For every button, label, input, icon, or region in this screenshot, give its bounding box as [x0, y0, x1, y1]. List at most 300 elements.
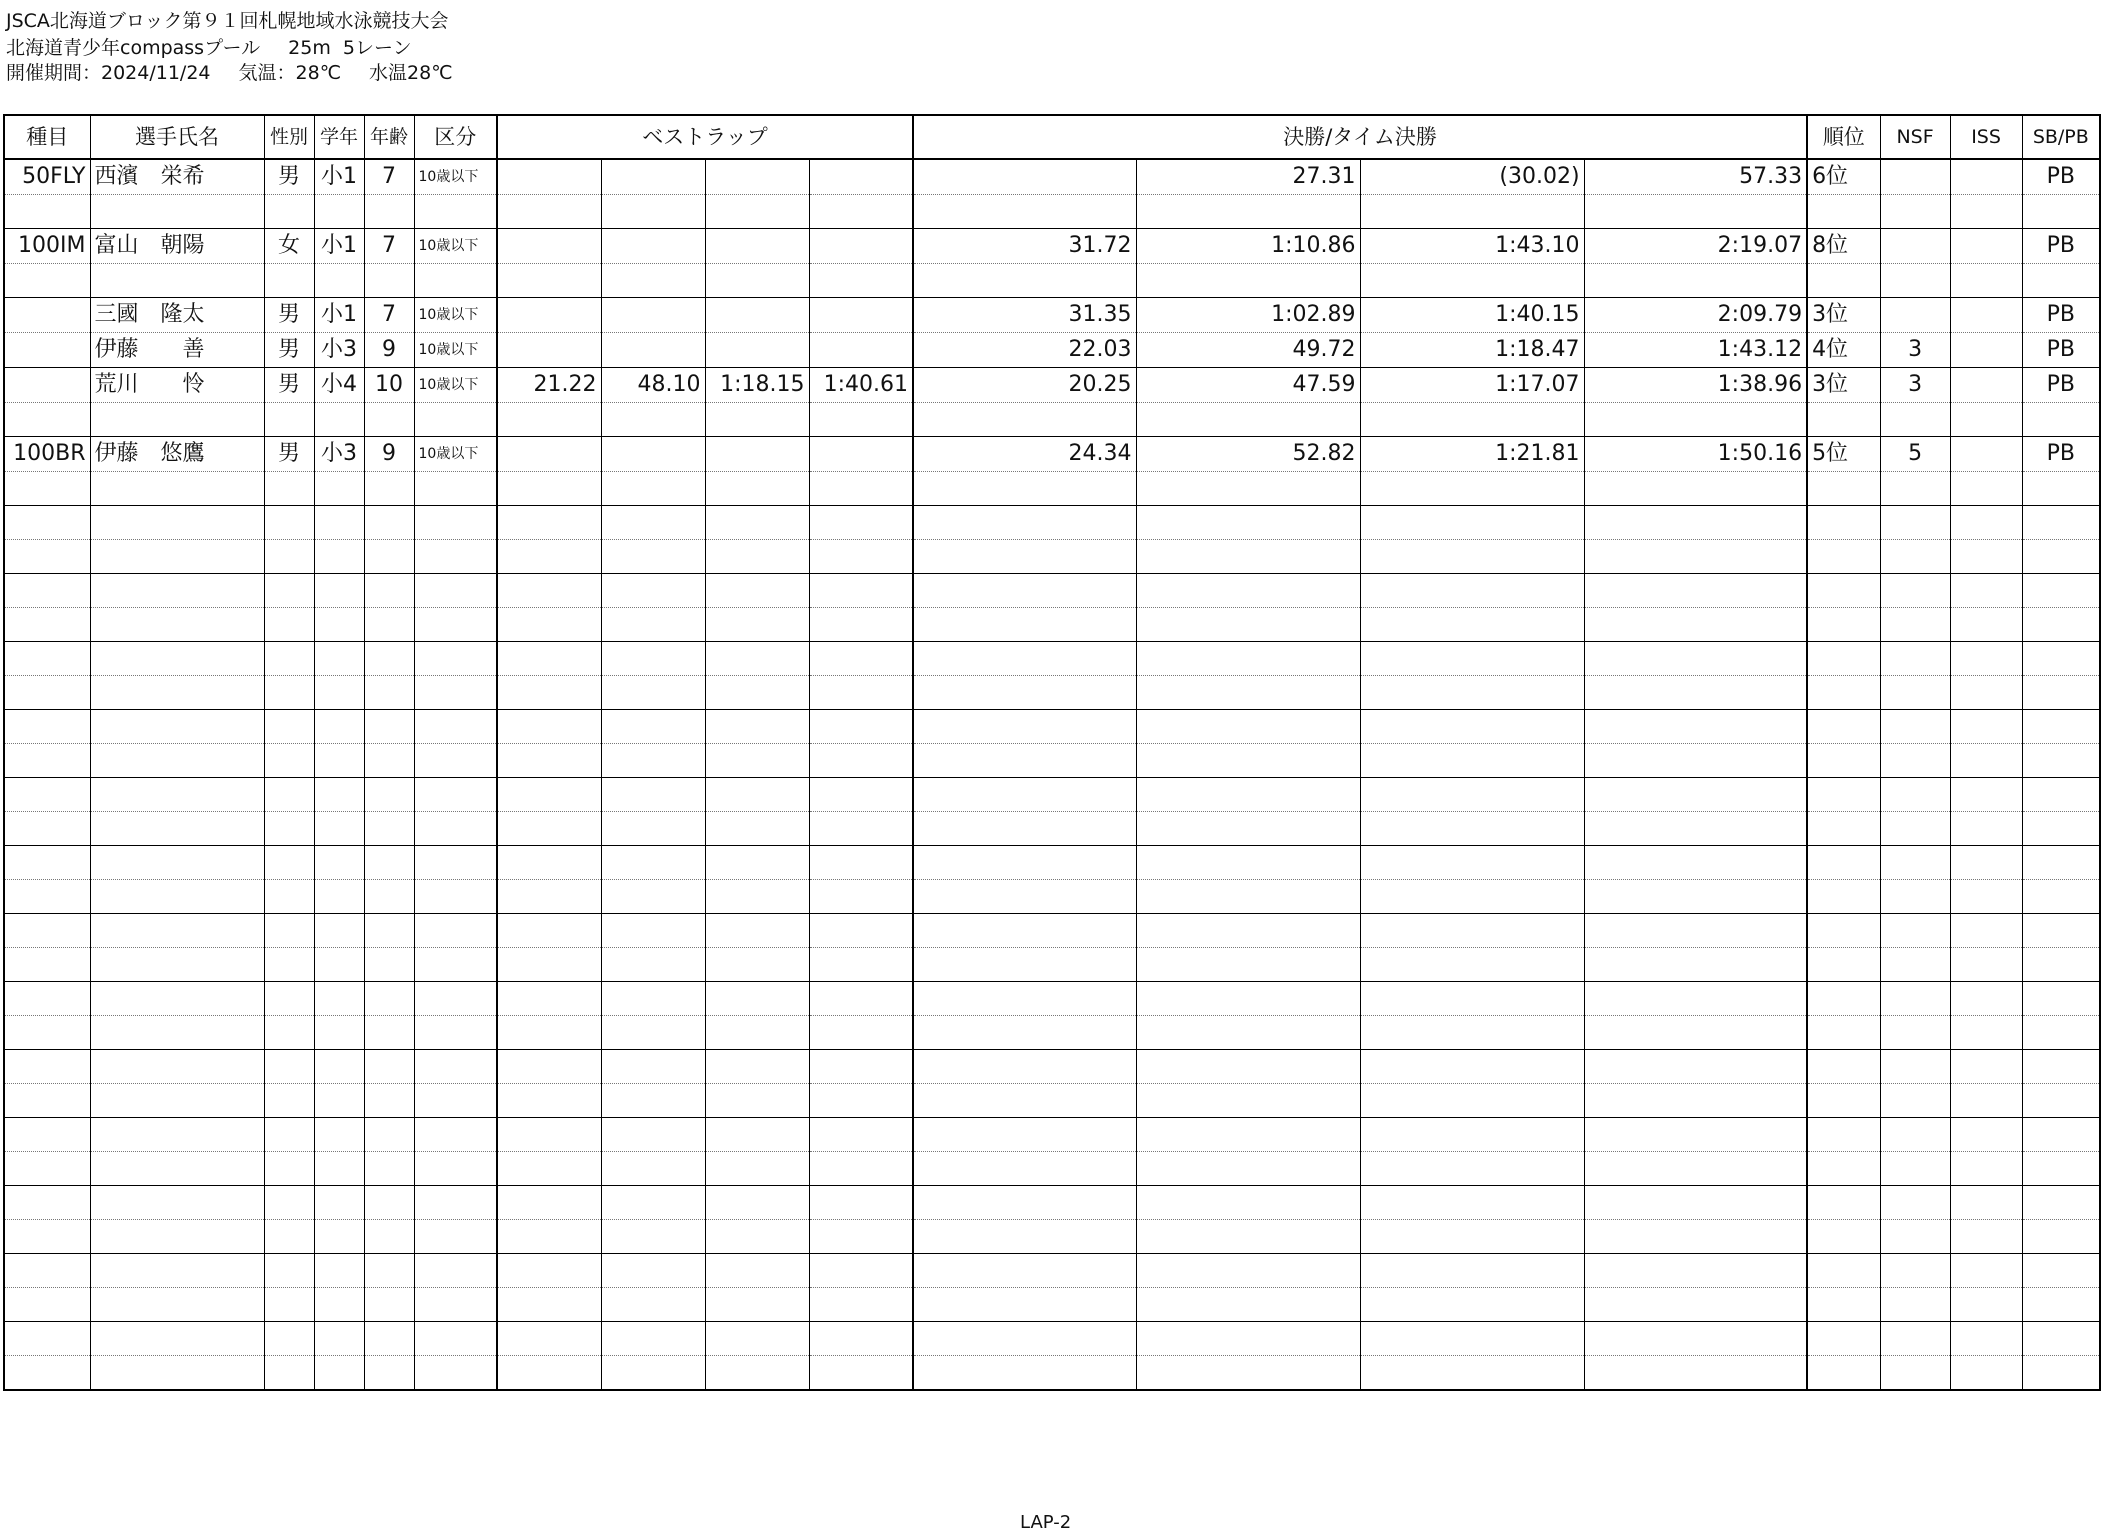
division-cell [414, 540, 497, 574]
final-split-cell [1360, 1186, 1584, 1220]
sex-cell [264, 1084, 314, 1118]
final-split-cell: 1:50.16 [1584, 437, 1807, 472]
age-cell: 9 [364, 333, 414, 368]
division-cell [414, 264, 497, 298]
event-cell [4, 333, 90, 368]
sex-cell [264, 264, 314, 298]
sbpb-cell: PB [2022, 368, 2100, 403]
rank-cell: 4位 [1807, 333, 1880, 368]
final-split-cell [1584, 574, 1807, 608]
final-split-cell [1136, 1118, 1360, 1152]
event-cell [4, 880, 90, 914]
sbpb-cell [2022, 676, 2100, 710]
name-cell [90, 1084, 264, 1118]
final-split-cell [1360, 403, 1584, 437]
final-split-cell: 1:10.86 [1136, 229, 1360, 264]
final-split-cell [1360, 778, 1584, 812]
iss-cell [1950, 914, 2022, 948]
name-cell [90, 812, 264, 846]
final-split-cell [1360, 744, 1584, 778]
best-lap-cell [705, 846, 809, 880]
sex-cell [264, 948, 314, 982]
sex-cell [264, 1254, 314, 1288]
table-row [4, 195, 2100, 229]
sex-cell: 男 [264, 437, 314, 472]
best-lap-cell [601, 195, 705, 229]
best-lap-cell [601, 1016, 705, 1050]
grade-cell [314, 880, 364, 914]
event-cell [4, 1254, 90, 1288]
table-header-row [4, 115, 2100, 159]
rank-cell [1807, 540, 1880, 574]
best-lap-cell [601, 608, 705, 642]
division-cell: 10歳以下 [414, 368, 497, 403]
nsf-cell [1880, 1356, 1950, 1390]
best-lap-cell [601, 472, 705, 506]
best-lap-cell [809, 1016, 913, 1050]
final-split-cell [1360, 540, 1584, 574]
rank-cell [1807, 676, 1880, 710]
iss-cell [1950, 333, 2022, 368]
final-split-cell [1360, 195, 1584, 229]
final-split-cell: 1:40.15 [1360, 298, 1584, 333]
best-lap-cell [809, 608, 913, 642]
name-cell [90, 914, 264, 948]
age-cell [364, 1118, 414, 1152]
grade-cell [314, 642, 364, 676]
final-split-cell: 31.35 [913, 298, 1136, 333]
sbpb-cell [2022, 1356, 2100, 1390]
table-row [4, 1152, 2100, 1186]
best-lap-cell [705, 1220, 809, 1254]
nsf-cell [1880, 1322, 1950, 1356]
final-split-cell [1136, 403, 1360, 437]
grade-cell: 小3 [314, 437, 364, 472]
name-cell [90, 642, 264, 676]
event-cell [4, 403, 90, 437]
iss-cell [1950, 1288, 2022, 1322]
age-cell [364, 982, 414, 1016]
sbpb-cell [2022, 1322, 2100, 1356]
division-cell [414, 506, 497, 540]
final-split-cell [1584, 1220, 1807, 1254]
venue-name: 北海道青少年compassプール [6, 37, 261, 59]
best-lap-cell [809, 159, 913, 195]
final-split-cell [913, 1050, 1136, 1084]
age-cell: 10 [364, 368, 414, 403]
age-cell [364, 195, 414, 229]
table-row [4, 1016, 2100, 1050]
best-lap-cell [809, 812, 913, 846]
best-lap-cell [705, 403, 809, 437]
nsf-cell [1880, 1118, 1950, 1152]
lane-count: 5レーン [342, 37, 412, 59]
iss-cell [1950, 1118, 2022, 1152]
grade-cell [314, 1322, 364, 1356]
best-lap-cell [809, 1254, 913, 1288]
iss-cell [1950, 880, 2022, 914]
iss-cell [1950, 1220, 2022, 1254]
sex-cell: 男 [264, 298, 314, 333]
grade-cell: 小1 [314, 229, 364, 264]
final-split-cell [1360, 1016, 1584, 1050]
name-cell [90, 1288, 264, 1322]
table-body [4, 115, 2100, 1390]
sbpb-cell [2022, 608, 2100, 642]
grade-cell [314, 846, 364, 880]
grade-cell [314, 1356, 364, 1390]
iss-cell [1950, 676, 2022, 710]
table-row [4, 812, 2100, 846]
table-row [4, 880, 2100, 914]
venue-line [6, 36, 412, 60]
age-cell [364, 1356, 414, 1390]
final-split-cell [1360, 676, 1584, 710]
best-lap-cell [809, 229, 913, 264]
final-split-cell: 1:18.47 [1360, 333, 1584, 368]
name-cell [90, 846, 264, 880]
nsf-cell [1880, 982, 1950, 1016]
final-split-cell [1584, 540, 1807, 574]
best-lap-cell [705, 472, 809, 506]
final-split-cell: 31.72 [913, 229, 1136, 264]
final-split-cell [1136, 195, 1360, 229]
event-cell: 100IM [4, 229, 90, 264]
final-split-cell [1360, 1084, 1584, 1118]
iss-cell [1950, 982, 2022, 1016]
final-split-cell [913, 948, 1136, 982]
name-cell [90, 778, 264, 812]
rank-cell [1807, 195, 1880, 229]
name-cell: 富山 朝陽 [90, 229, 264, 264]
final-split-cell [913, 264, 1136, 298]
final-split-cell [1360, 608, 1584, 642]
sex-cell: 男 [264, 333, 314, 368]
iss-cell [1950, 778, 2022, 812]
best-lap-cell [601, 574, 705, 608]
final-split-cell [1360, 1254, 1584, 1288]
best-lap-cell [809, 1050, 913, 1084]
best-lap-cell [497, 1084, 601, 1118]
final-split-cell: 49.72 [1136, 333, 1360, 368]
final-split-cell [1584, 1118, 1807, 1152]
nsf-cell [1880, 1254, 1950, 1288]
sbpb-cell [2022, 846, 2100, 880]
nsf-cell [1880, 403, 1950, 437]
table-row [4, 914, 2100, 948]
page-footer: LAP-2 [1020, 1512, 1072, 1533]
division-cell: 10歳以下 [414, 229, 497, 264]
best-lap-cell [705, 1186, 809, 1220]
best-lap-cell [601, 1220, 705, 1254]
table-row [4, 608, 2100, 642]
grade-cell [314, 195, 364, 229]
final-split-cell [913, 812, 1136, 846]
age-cell [364, 914, 414, 948]
sex-cell [264, 403, 314, 437]
sex-cell [264, 744, 314, 778]
sbpb-cell [2022, 540, 2100, 574]
sex-cell [264, 778, 314, 812]
best-lap-cell [497, 1118, 601, 1152]
event-cell [4, 914, 90, 948]
final-split-cell [913, 676, 1136, 710]
name-cell [90, 1186, 264, 1220]
nsf-cell [1880, 574, 1950, 608]
final-split-cell [913, 506, 1136, 540]
lap-results-table [3, 114, 2101, 1391]
event-cell: 100BR [4, 437, 90, 472]
final-split-cell [1360, 1322, 1584, 1356]
table-row [4, 437, 2100, 472]
final-split-cell [913, 1220, 1136, 1254]
final-split-cell [1136, 506, 1360, 540]
iss-cell [1950, 264, 2022, 298]
final-split-cell [1136, 846, 1360, 880]
best-lap-cell [601, 914, 705, 948]
best-lap-cell [705, 608, 809, 642]
name-cell [90, 1254, 264, 1288]
division-cell: 10歳以下 [414, 298, 497, 333]
nsf-cell [1880, 1016, 1950, 1050]
best-lap-cell [601, 403, 705, 437]
best-lap-cell [497, 1186, 601, 1220]
name-cell [90, 982, 264, 1016]
name-cell [90, 1050, 264, 1084]
sex-cell: 女 [264, 229, 314, 264]
iss-cell [1950, 948, 2022, 982]
grade-cell [314, 778, 364, 812]
event-cell [4, 1016, 90, 1050]
final-split-cell [913, 710, 1136, 744]
grade-cell [314, 403, 364, 437]
event-cell [4, 1152, 90, 1186]
nsf-cell [1880, 608, 1950, 642]
iss-cell [1950, 506, 2022, 540]
rank-cell [1807, 744, 1880, 778]
age-cell [364, 540, 414, 574]
final-split-cell [913, 195, 1136, 229]
rank-cell [1807, 1152, 1880, 1186]
division-cell [414, 403, 497, 437]
final-split-cell [1584, 812, 1807, 846]
division-cell [414, 608, 497, 642]
col-division: 区分 [414, 115, 497, 159]
final-split-cell: 52.82 [1136, 437, 1360, 472]
best-lap-cell [705, 812, 809, 846]
sex-cell [264, 1186, 314, 1220]
final-split-cell [1584, 1050, 1807, 1084]
best-lap-cell [809, 676, 913, 710]
final-split-cell [1584, 846, 1807, 880]
best-lap-cell [497, 298, 601, 333]
col-sex: 性別 [264, 115, 314, 159]
rank-cell: 8位 [1807, 229, 1880, 264]
iss-cell [1950, 1152, 2022, 1186]
sbpb-cell [2022, 1220, 2100, 1254]
best-lap-cell [809, 710, 913, 744]
final-split-cell [1584, 1254, 1807, 1288]
nsf-cell [1880, 642, 1950, 676]
best-lap-cell [497, 880, 601, 914]
name-cell: 伊藤 悠鷹 [90, 437, 264, 472]
nsf-cell [1880, 1288, 1950, 1322]
final-split-cell: 1:02.89 [1136, 298, 1360, 333]
age-cell [364, 1016, 414, 1050]
best-lap-cell [497, 608, 601, 642]
event-cell [4, 540, 90, 574]
final-split-cell [1360, 642, 1584, 676]
best-lap-cell [601, 1084, 705, 1118]
nsf-cell [1880, 744, 1950, 778]
nsf-cell [1880, 195, 1950, 229]
best-lap-cell [809, 574, 913, 608]
grade-cell: 小4 [314, 368, 364, 403]
best-lap-cell [497, 846, 601, 880]
best-lap-cell [705, 195, 809, 229]
sex-cell [264, 540, 314, 574]
final-split-cell: 27.31 [1136, 159, 1360, 195]
iss-cell [1950, 744, 2022, 778]
best-lap-cell [497, 403, 601, 437]
division-cell [414, 1084, 497, 1118]
best-lap-cell: 48.10 [601, 368, 705, 403]
grade-cell [314, 812, 364, 846]
col-age: 年齢 [364, 115, 414, 159]
event-cell [4, 744, 90, 778]
best-lap-cell [497, 812, 601, 846]
table-row [4, 264, 2100, 298]
final-split-cell [1136, 1152, 1360, 1186]
division-cell [414, 778, 497, 812]
best-lap-cell [809, 1186, 913, 1220]
best-lap-cell [705, 744, 809, 778]
final-split-cell [1360, 880, 1584, 914]
grade-cell [314, 1118, 364, 1152]
best-lap-cell [497, 778, 601, 812]
best-lap-cell [809, 437, 913, 472]
grade-cell: 小3 [314, 333, 364, 368]
iss-cell [1950, 1254, 2022, 1288]
name-cell [90, 1356, 264, 1390]
final-split-cell [1584, 472, 1807, 506]
final-split-cell [1136, 574, 1360, 608]
sex-cell [264, 1152, 314, 1186]
name-cell [90, 676, 264, 710]
age-cell [364, 1050, 414, 1084]
final-split-cell [913, 1152, 1136, 1186]
final-split-cell [913, 1254, 1136, 1288]
best-lap-cell [705, 676, 809, 710]
best-lap-cell [601, 298, 705, 333]
final-split-cell [1136, 778, 1360, 812]
iss-cell [1950, 298, 2022, 333]
name-cell: 三國 隆太 [90, 298, 264, 333]
sex-cell [264, 1050, 314, 1084]
best-lap-cell [601, 229, 705, 264]
division-cell [414, 195, 497, 229]
sbpb-cell [2022, 744, 2100, 778]
nsf-cell [1880, 880, 1950, 914]
best-lap-cell [809, 642, 913, 676]
sex-cell [264, 472, 314, 506]
final-split-cell [1360, 264, 1584, 298]
name-cell [90, 1118, 264, 1152]
name-cell [90, 608, 264, 642]
age-cell: 7 [364, 298, 414, 333]
division-cell [414, 1186, 497, 1220]
final-split-cell: 20.25 [913, 368, 1136, 403]
final-split-cell [1136, 948, 1360, 982]
final-split-cell [913, 778, 1136, 812]
division-cell [414, 1322, 497, 1356]
best-lap-cell [601, 333, 705, 368]
final-split-cell: 47.59 [1136, 368, 1360, 403]
event-cell [4, 948, 90, 982]
best-lap-cell [497, 744, 601, 778]
sbpb-cell [2022, 1084, 2100, 1118]
final-split-cell: 1:21.81 [1360, 437, 1584, 472]
rank-cell: 6位 [1807, 159, 1880, 195]
best-lap-cell [601, 1288, 705, 1322]
sbpb-cell [2022, 1254, 2100, 1288]
table-row [4, 1220, 2100, 1254]
best-lap-cell [809, 264, 913, 298]
table-row [4, 368, 2100, 403]
event-cell [4, 642, 90, 676]
event-cell [4, 1084, 90, 1118]
final-split-cell [1136, 1322, 1360, 1356]
final-split-cell [1360, 1050, 1584, 1084]
age-cell [364, 403, 414, 437]
rank-cell: 5位 [1807, 437, 1880, 472]
best-lap-cell [497, 264, 601, 298]
final-split-cell [1584, 1356, 1807, 1390]
best-lap-cell [601, 437, 705, 472]
table-row [4, 298, 2100, 333]
grade-cell [314, 676, 364, 710]
name-cell [90, 1220, 264, 1254]
event-cell [4, 1118, 90, 1152]
final-split-cell [1584, 1016, 1807, 1050]
best-lap-cell [809, 948, 913, 982]
rank-cell [1807, 710, 1880, 744]
best-lap-cell [705, 1322, 809, 1356]
final-split-cell: 22.03 [913, 333, 1136, 368]
iss-cell [1950, 229, 2022, 264]
name-cell [90, 948, 264, 982]
col-rank: 順位 [1807, 115, 1880, 159]
grade-cell [314, 744, 364, 778]
iss-cell [1950, 159, 2022, 195]
nsf-cell: 5 [1880, 437, 1950, 472]
final-split-cell [1584, 914, 1807, 948]
table-row [4, 744, 2100, 778]
final-split-cell [1136, 812, 1360, 846]
sex-cell [264, 1322, 314, 1356]
best-lap-cell [601, 1152, 705, 1186]
final-split-cell [1360, 948, 1584, 982]
event-cell [4, 1322, 90, 1356]
grade-cell [314, 1050, 364, 1084]
best-lap-cell [809, 403, 913, 437]
sbpb-cell [2022, 880, 2100, 914]
age-cell [364, 1322, 414, 1356]
age-cell: 9 [364, 437, 414, 472]
best-lap-cell [497, 982, 601, 1016]
final-split-cell [1360, 982, 1584, 1016]
sbpb-cell [2022, 1288, 2100, 1322]
